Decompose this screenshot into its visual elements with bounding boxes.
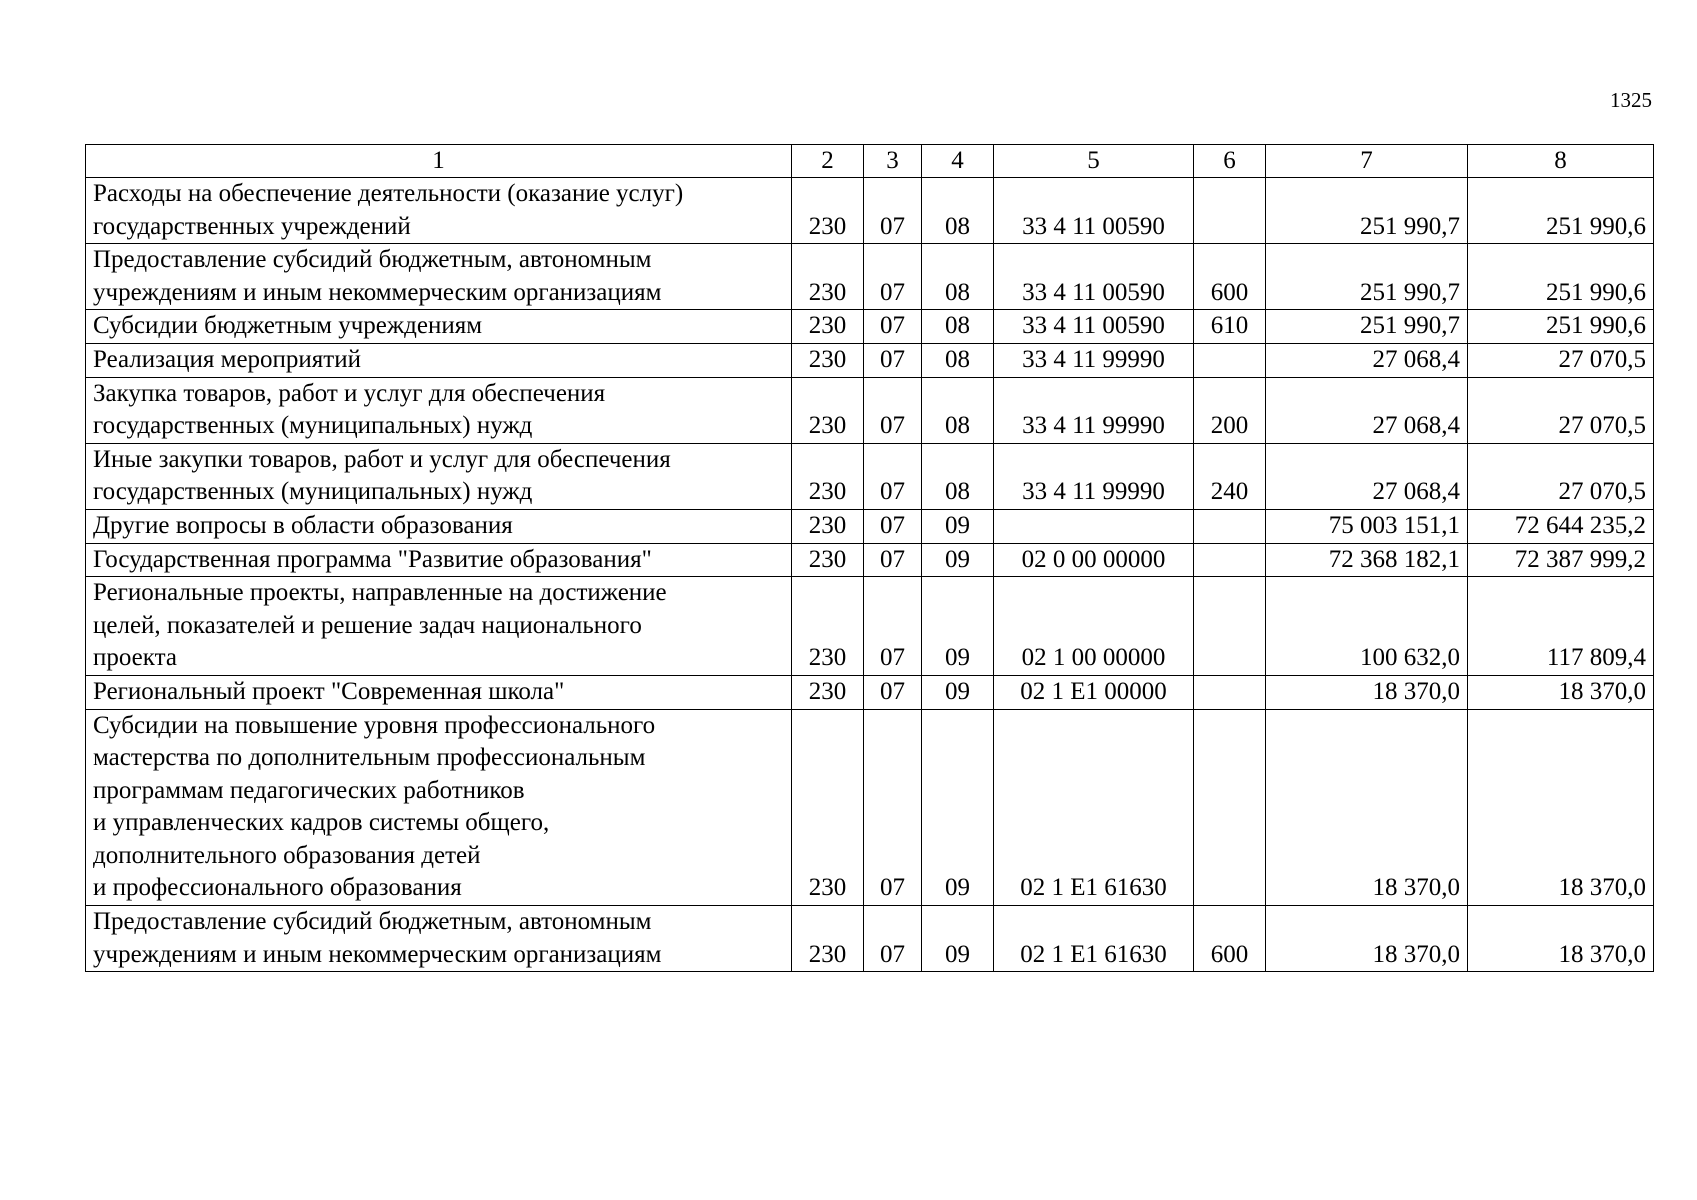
- cell-amount-year2: 18 370,0: [1468, 675, 1654, 709]
- cell-amount-year2: 117 809,4: [1468, 577, 1654, 676]
- item-name-line: Субсидии на повышение уровня профессионального: [93, 711, 656, 739]
- cell-target-article: 33 4 11 00590: [994, 310, 1194, 344]
- cell-subsection: 09: [922, 509, 994, 543]
- item-name-line: Предоставление субсидий бюджетным, автономным: [93, 246, 652, 274]
- cell-item-name: [86, 709, 792, 906]
- cell-admin-code: 230: [792, 443, 864, 509]
- item-name-line: государственных учреждений: [93, 212, 411, 240]
- cell-item-name: [86, 577, 792, 676]
- cell-amount-year1: 18 370,0: [1266, 709, 1468, 906]
- cell-item-name: [86, 509, 792, 543]
- item-name-line: Реализация мероприятий: [93, 345, 361, 373]
- cell-amount-year1: 18 370,0: [1266, 675, 1468, 709]
- cell-section: 07: [864, 906, 922, 972]
- cell-admin-code: 230: [792, 577, 864, 676]
- cell-admin-code: 230: [792, 377, 864, 443]
- table-row: [86, 377, 1654, 443]
- cell-expense-type: [1194, 543, 1266, 577]
- column-header: 6: [1194, 145, 1266, 178]
- item-name-line: программам педагогических работников: [93, 776, 525, 804]
- page-number: 1325: [1610, 88, 1652, 112]
- item-name-line: Иные закупки товаров, работ и услуг для обеспечения: [93, 445, 671, 473]
- item-name-line: государственных (муниципальных) нужд: [93, 478, 533, 506]
- cell-target-article: 02 1 E1 61630: [994, 906, 1194, 972]
- cell-section: 07: [864, 577, 922, 676]
- cell-subsection: 08: [922, 310, 994, 344]
- table-row: [86, 178, 1654, 244]
- table-row: [86, 577, 1654, 676]
- item-name-line: Другие вопросы в области образования: [93, 511, 513, 539]
- table-row: [86, 244, 1654, 310]
- cell-target-article: 33 4 11 99990: [994, 443, 1194, 509]
- cell-target-article: 02 1 00 00000: [994, 577, 1194, 676]
- item-name-line: Региональный проект "Современная школа": [93, 677, 565, 705]
- cell-item-name: [86, 906, 792, 972]
- cell-expense-type: [1194, 509, 1266, 543]
- item-name-line: Региональные проекты, направленные на достижение: [93, 579, 667, 607]
- cell-amount-year2: 27 070,5: [1468, 443, 1654, 509]
- cell-amount-year1: 251 990,7: [1266, 244, 1468, 310]
- item-name-line: Государственная программа "Развитие образования": [93, 545, 652, 573]
- cell-section: 07: [864, 443, 922, 509]
- cell-item-name: [86, 343, 792, 377]
- header-row: [86, 145, 1654, 178]
- cell-expense-type: 200: [1194, 377, 1266, 443]
- cell-item-name: [86, 443, 792, 509]
- column-header: 3: [864, 145, 922, 178]
- cell-section: 07: [864, 543, 922, 577]
- item-name-line: учреждениям и иным некоммерческим организациям: [93, 940, 662, 968]
- cell-amount-year1: 251 990,7: [1266, 310, 1468, 344]
- column-header: 8: [1468, 145, 1654, 178]
- cell-admin-code: 230: [792, 709, 864, 906]
- cell-admin-code: 230: [792, 178, 864, 244]
- cell-item-name: [86, 310, 792, 344]
- item-name-line: проекта: [93, 644, 177, 672]
- table-row: [86, 543, 1654, 577]
- item-name-line: Закупка товаров, работ и услуг для обеспечения: [93, 379, 606, 407]
- cell-amount-year1: 18 370,0: [1266, 906, 1468, 972]
- cell-amount-year2: 72 644 235,2: [1468, 509, 1654, 543]
- column-header: 7: [1266, 145, 1468, 178]
- cell-expense-type: [1194, 178, 1266, 244]
- item-name-line: и профессионального образования: [93, 874, 462, 902]
- table-row: [86, 310, 1654, 344]
- column-header: 5: [994, 145, 1194, 178]
- cell-admin-code: 230: [792, 543, 864, 577]
- budget-table: [85, 144, 1654, 972]
- cell-expense-type: 600: [1194, 906, 1266, 972]
- cell-amount-year1: 27 068,4: [1266, 443, 1468, 509]
- cell-admin-code: 230: [792, 675, 864, 709]
- cell-amount-year2: 251 990,6: [1468, 178, 1654, 244]
- cell-subsection: 08: [922, 443, 994, 509]
- cell-subsection: 09: [922, 709, 994, 906]
- cell-amount-year2: 251 990,6: [1468, 244, 1654, 310]
- cell-expense-type: [1194, 577, 1266, 676]
- cell-amount-year2: 27 070,5: [1468, 343, 1654, 377]
- column-header: 1: [86, 145, 792, 178]
- column-header: 4: [922, 145, 994, 178]
- cell-expense-type: [1194, 343, 1266, 377]
- cell-subsection: 09: [922, 543, 994, 577]
- column-header: 2: [792, 145, 864, 178]
- cell-amount-year1: 27 068,4: [1266, 377, 1468, 443]
- cell-admin-code: 230: [792, 310, 864, 344]
- table-row: [86, 343, 1654, 377]
- cell-item-name: [86, 543, 792, 577]
- cell-amount-year2: 251 990,6: [1468, 310, 1654, 344]
- table-row: [86, 709, 1654, 906]
- cell-section: 07: [864, 709, 922, 906]
- table-row: [86, 675, 1654, 709]
- item-name-line: и управленческих кадров системы общего,: [93, 809, 550, 837]
- cell-amount-year2: 72 387 999,2: [1468, 543, 1654, 577]
- cell-subsection: 08: [922, 244, 994, 310]
- item-name-line: Расходы на обеспечение деятельности (оказание услуг): [93, 180, 684, 207]
- item-name-line: государственных (муниципальных) нужд: [93, 412, 533, 440]
- cell-expense-type: [1194, 709, 1266, 906]
- cell-item-name: [86, 675, 792, 709]
- cell-subsection: 08: [922, 178, 994, 244]
- item-name-line: мастерства по дополнительным профессиональным: [93, 744, 646, 772]
- cell-subsection: 09: [922, 906, 994, 972]
- cell-item-name: [86, 377, 792, 443]
- cell-target-article: 02 1 E1 61630: [994, 709, 1194, 906]
- cell-subsection: 08: [922, 343, 994, 377]
- cell-subsection: 08: [922, 377, 994, 443]
- cell-target-article: [994, 509, 1194, 543]
- cell-target-article: 33 4 11 99990: [994, 377, 1194, 443]
- cell-target-article: 02 0 00 00000: [994, 543, 1194, 577]
- table-row: [86, 906, 1654, 972]
- cell-subsection: 09: [922, 675, 994, 709]
- cell-item-name: [86, 244, 792, 310]
- cell-amount-year1: 100 632,0: [1266, 577, 1468, 676]
- item-name-line: дополнительного образования детей: [93, 841, 481, 869]
- cell-section: 07: [864, 343, 922, 377]
- cell-expense-type: 610: [1194, 310, 1266, 344]
- cell-amount-year2: 27 070,5: [1468, 377, 1654, 443]
- table-row: [86, 509, 1654, 543]
- cell-admin-code: 230: [792, 509, 864, 543]
- cell-expense-type: 240: [1194, 443, 1266, 509]
- cell-amount-year1: 75 003 151,1: [1266, 509, 1468, 543]
- cell-target-article: 02 1 E1 00000: [994, 675, 1194, 709]
- cell-expense-type: 600: [1194, 244, 1266, 310]
- table-row: [86, 443, 1654, 509]
- cell-target-article: 33 4 11 00590: [994, 178, 1194, 244]
- item-name-line: целей, показателей и решение задач национального: [93, 611, 642, 639]
- cell-target-article: 33 4 11 99990: [994, 343, 1194, 377]
- cell-amount-year1: 72 368 182,1: [1266, 543, 1468, 577]
- cell-target-article: 33 4 11 00590: [994, 244, 1194, 310]
- cell-admin-code: 230: [792, 343, 864, 377]
- cell-amount-year2: 18 370,0: [1468, 709, 1654, 906]
- item-name-line: Субсидии бюджетным учреждениям: [93, 312, 483, 340]
- item-name-line: Предоставление субсидий бюджетным, автономным: [93, 908, 652, 936]
- cell-admin-code: 230: [792, 244, 864, 310]
- item-name-line: учреждениям и иным некоммерческим организациям: [93, 278, 662, 306]
- cell-section: 07: [864, 675, 922, 709]
- cell-amount-year1: 27 068,4: [1266, 343, 1468, 377]
- cell-section: 07: [864, 178, 922, 244]
- cell-section: 07: [864, 377, 922, 443]
- cell-item-name: [86, 178, 792, 244]
- cell-amount-year1: 251 990,7: [1266, 178, 1468, 244]
- cell-amount-year2: 18 370,0: [1468, 906, 1654, 972]
- cell-admin-code: 230: [792, 906, 864, 972]
- cell-subsection: 09: [922, 577, 994, 676]
- cell-section: 07: [864, 509, 922, 543]
- cell-expense-type: [1194, 675, 1266, 709]
- cell-section: 07: [864, 310, 922, 344]
- cell-section: 07: [864, 244, 922, 310]
